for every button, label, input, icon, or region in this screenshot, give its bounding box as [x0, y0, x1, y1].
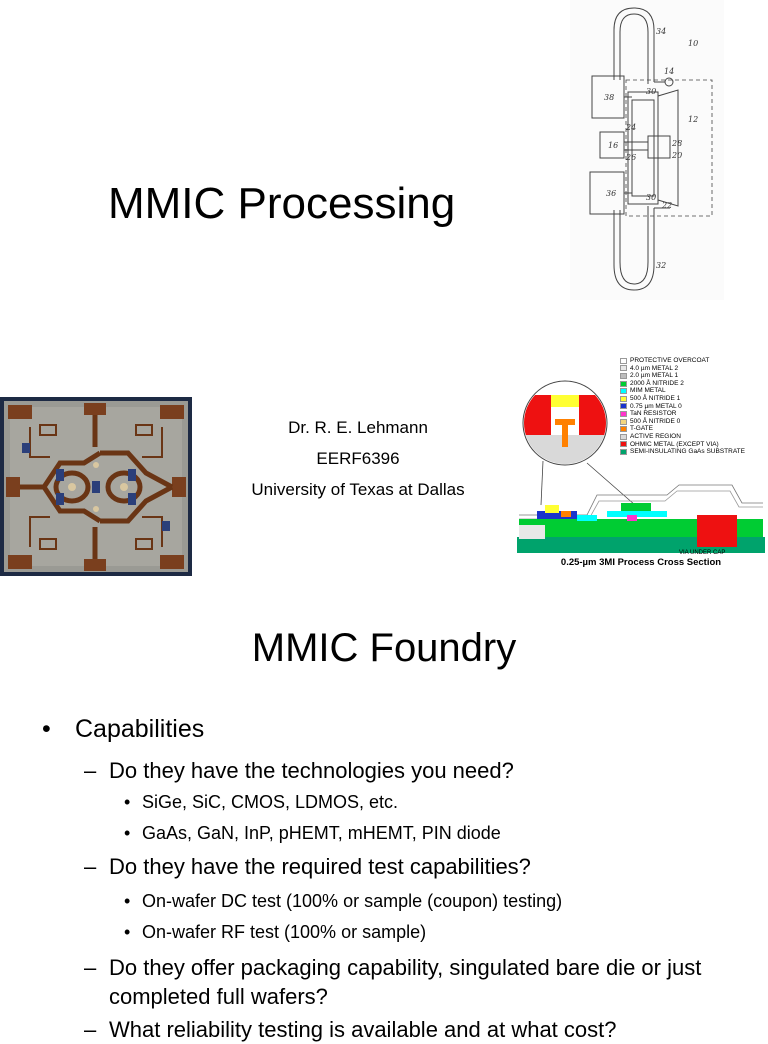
patent-label: 34 — [656, 27, 667, 36]
subbullet-reliability — [84, 1015, 734, 1044]
legend-item: SEMI-INSULATING GaAs SUBSTRATE — [620, 448, 745, 456]
legend-swatch — [620, 449, 627, 455]
bullet-dot: • — [124, 922, 131, 942]
legend-item: 4.0 µm METAL 2 — [620, 365, 745, 373]
bullet-dash: – — [84, 955, 97, 980]
patent-drawing — [570, 0, 724, 300]
subbullet-technologies — [84, 756, 734, 785]
legend-swatch — [620, 411, 627, 417]
legend-swatch — [620, 434, 627, 440]
bullet-dot: • — [124, 891, 131, 911]
legend-swatch — [620, 365, 627, 371]
subbullet-packaging — [84, 953, 734, 1011]
legend-item: PROTECTIVE OVERCOAT — [620, 357, 745, 365]
slide-mmic-foundry — [0, 590, 768, 1042]
legend-item: MIM METAL — [620, 387, 745, 395]
bullet-dash: – — [84, 758, 97, 783]
bullet-text: Do they have the required test capabilities? — [109, 854, 531, 879]
patent-label: 20 — [672, 151, 683, 160]
bullet-text: Capabilities — [75, 715, 205, 743]
course-code: EERF6396 — [316, 449, 400, 468]
bullet-text: On-wafer RF test (100% or sample) — [142, 922, 427, 942]
legend-swatch — [620, 441, 627, 447]
patent-label: 28 — [672, 139, 683, 148]
legend-swatch — [620, 403, 627, 409]
bullet-dot: • — [42, 715, 51, 743]
bullet-dot: • — [124, 823, 131, 843]
bullet-text: Do they have the technologies you need? — [109, 758, 514, 783]
legend-item: OHMIC METAL (EXCEPT VIA) — [620, 441, 745, 449]
legend-item: 500 Å NITRIDE 1 — [620, 395, 745, 403]
legend-item: ACTIVE REGION — [620, 433, 745, 441]
patent-label: 32 — [656, 261, 667, 270]
slide-title: MMIC Foundry — [251, 626, 517, 670]
bullet-text: SiGe, SiC, CMOS, LDMOS, etc. — [142, 792, 399, 812]
legend-swatch — [620, 426, 627, 432]
legend-swatch — [620, 381, 627, 387]
bullet-text: GaAs, GaN, InP, pHEMT, mHEMT, PIN diode — [142, 823, 501, 843]
university: University of Texas at Dallas — [251, 480, 465, 499]
legend-item: 0.75 µm METAL 0 — [620, 403, 745, 411]
patent-label: 26 — [626, 153, 637, 162]
patent-label: 36 — [606, 189, 617, 198]
legend-swatch — [620, 396, 627, 402]
legend-item: T-GATE — [620, 425, 745, 433]
legend-item: TaN RESISTOR — [620, 410, 745, 418]
patent-label: 14 — [664, 67, 675, 76]
legend-swatch — [620, 419, 627, 425]
bullet-text: What reliability testing is available and at what cost? — [109, 1017, 617, 1042]
patent-label: 10 — [688, 39, 699, 48]
bullet-dot: • — [124, 792, 131, 812]
patent-label: 12 — [688, 115, 699, 124]
patent-label: 30 — [646, 87, 657, 96]
legend-item: 2000 Å NITRIDE 2 — [620, 380, 745, 388]
legend-swatch — [620, 388, 627, 394]
patent-label: 30 — [646, 193, 657, 202]
cross-section-caption: 0.25-µm 3MI Process Cross Section — [560, 557, 722, 568]
patent-label: 24 — [626, 123, 637, 132]
patent-label: 22 — [662, 201, 673, 210]
subbullet-test — [84, 852, 734, 881]
author-block — [226, 412, 490, 505]
legend-swatch — [620, 373, 627, 379]
mmic-die-photo — [0, 397, 192, 576]
slide-title: MMIC Processing — [108, 179, 456, 228]
bullet-dash: – — [84, 1017, 97, 1042]
bullet-text: Do they offer packaging capability, singulated bare die or just completed full wafers? — [109, 955, 702, 1009]
via-label: VIA UNDER CAP — [679, 550, 726, 556]
bullet-dash: – — [84, 854, 97, 879]
patent-label: 16 — [608, 141, 619, 150]
cross-section-legend — [620, 357, 745, 456]
patent-label: 38 — [604, 93, 615, 102]
legend-item: 2.0 µm METAL 1 — [620, 372, 745, 380]
author-name: Dr. R. E. Lehmann — [288, 418, 428, 437]
legend-item: 500 Å NITRIDE 0 — [620, 418, 745, 426]
bullet-text: On-wafer DC test (100% or sample (coupon) testing) — [142, 891, 563, 911]
legend-swatch — [620, 358, 627, 364]
